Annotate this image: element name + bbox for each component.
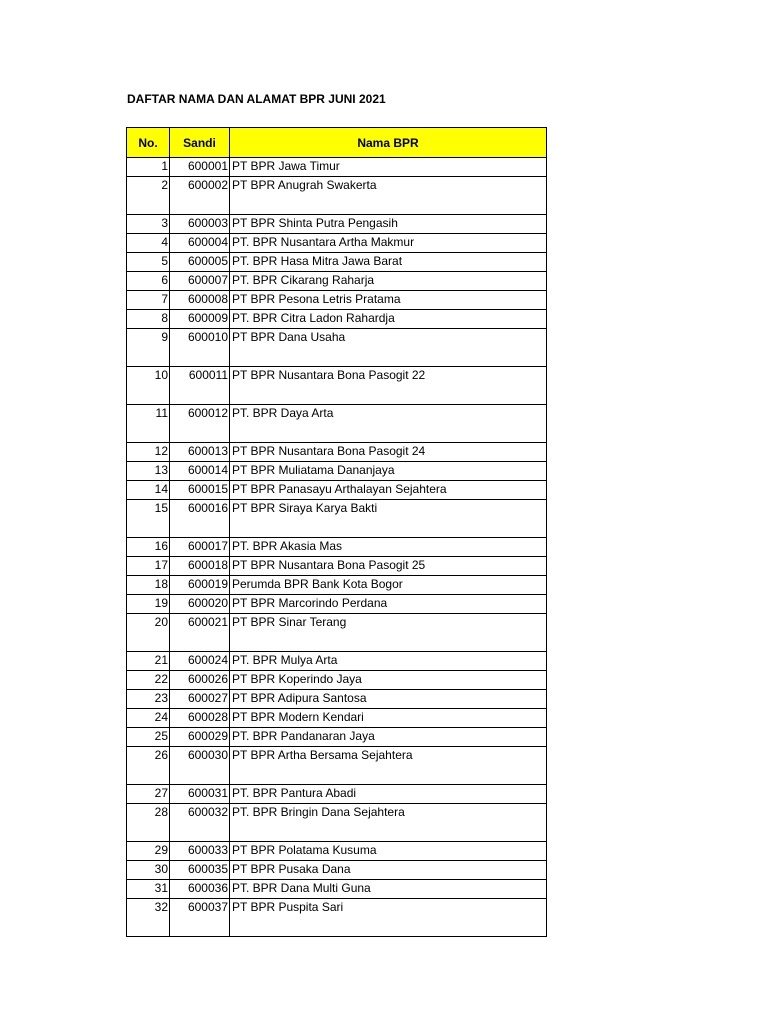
cell-nama-bpr: PT BPR Pusaka Dana — [230, 861, 547, 880]
cell-no: 5 — [127, 253, 170, 272]
cell-sandi: 600007 — [170, 272, 230, 291]
cell-no: 25 — [127, 728, 170, 747]
table-row — [127, 329, 547, 367]
cell-nama-bpr: PT BPR Artha Bersama Sejahtera — [230, 747, 547, 785]
cell-nama-bpr: PT BPR Koperindo Jaya — [230, 671, 547, 690]
cell-nama-bpr: PT BPR Pesona Letris Pratama — [230, 291, 547, 310]
cell-nama-bpr: PT. BPR Dana Multi Guna — [230, 880, 547, 899]
cell-sandi: 600009 — [170, 310, 230, 329]
cell-no: 26 — [127, 747, 170, 785]
table-row — [127, 443, 547, 462]
cell-no: 12 — [127, 443, 170, 462]
table-body — [127, 158, 547, 937]
cell-nama-bpr: PT. BPR Akasia Mas — [230, 538, 547, 557]
table-row — [127, 538, 547, 557]
table-row — [127, 557, 547, 576]
table-row — [127, 747, 547, 785]
cell-no: 20 — [127, 614, 170, 652]
cell-nama-bpr: PT. BPR Nusantara Artha Makmur — [230, 234, 547, 253]
cell-sandi: 600012 — [170, 405, 230, 443]
table-row — [127, 234, 547, 253]
cell-sandi: 600033 — [170, 842, 230, 861]
cell-nama-bpr: Perumda BPR Bank Kota Bogor — [230, 576, 547, 595]
cell-no: 30 — [127, 861, 170, 880]
cell-nama-bpr: PT. BPR Bringin Dana Sejahtera — [230, 804, 547, 842]
cell-no: 10 — [127, 367, 170, 405]
cell-no: 22 — [127, 671, 170, 690]
cell-sandi: 600027 — [170, 690, 230, 709]
cell-nama-bpr: PT. BPR Pandanaran Jaya — [230, 728, 547, 747]
cell-no: 3 — [127, 215, 170, 234]
cell-sandi: 600013 — [170, 443, 230, 462]
cell-sandi: 600035 — [170, 861, 230, 880]
cell-nama-bpr: PT. BPR Cikarang Raharja — [230, 272, 547, 291]
cell-no: 31 — [127, 880, 170, 899]
table-row — [127, 310, 547, 329]
cell-nama-bpr: PT BPR Muliatama Dananjaya — [230, 462, 547, 481]
cell-sandi: 600030 — [170, 747, 230, 785]
cell-nama-bpr: PT. BPR Hasa Mitra Jawa Barat — [230, 253, 547, 272]
cell-no: 7 — [127, 291, 170, 310]
cell-nama-bpr: PT. BPR Citra Ladon Rahardja — [230, 310, 547, 329]
table-row — [127, 462, 547, 481]
cell-sandi: 600005 — [170, 253, 230, 272]
table-row — [127, 367, 547, 405]
cell-no: 23 — [127, 690, 170, 709]
cell-no: 29 — [127, 842, 170, 861]
table-row — [127, 728, 547, 747]
cell-sandi: 600015 — [170, 481, 230, 500]
cell-sandi: 600016 — [170, 500, 230, 538]
table-row — [127, 671, 547, 690]
cell-sandi: 600011 — [170, 367, 230, 405]
cell-nama-bpr: PT BPR Nusantara Bona Pasogit 25 — [230, 557, 547, 576]
table-row — [127, 804, 547, 842]
table-row — [127, 709, 547, 728]
cell-sandi: 600002 — [170, 177, 230, 215]
table-row — [127, 690, 547, 709]
cell-sandi: 600001 — [170, 158, 230, 177]
cell-nama-bpr: PT. BPR Pantura Abadi — [230, 785, 547, 804]
cell-nama-bpr: PT BPR Polatama Kusuma — [230, 842, 547, 861]
table-row — [127, 177, 547, 215]
cell-no: 2 — [127, 177, 170, 215]
cell-no: 9 — [127, 329, 170, 367]
table-row — [127, 861, 547, 880]
cell-sandi: 600018 — [170, 557, 230, 576]
cell-sandi: 600028 — [170, 709, 230, 728]
table-row — [127, 652, 547, 671]
cell-nama-bpr: PT. BPR Daya Arta — [230, 405, 547, 443]
cell-sandi: 600003 — [170, 215, 230, 234]
cell-no: 13 — [127, 462, 170, 481]
cell-sandi: 600017 — [170, 538, 230, 557]
header-sandi: Sandi — [170, 128, 230, 158]
table-row — [127, 405, 547, 443]
cell-nama-bpr: PT BPR Jawa Timur — [230, 158, 547, 177]
cell-sandi: 600019 — [170, 576, 230, 595]
cell-no: 8 — [127, 310, 170, 329]
cell-nama-bpr: PT BPR Siraya Karya Bakti — [230, 500, 547, 538]
table-row — [127, 481, 547, 500]
table-row — [127, 842, 547, 861]
table-row — [127, 899, 547, 937]
cell-sandi: 600026 — [170, 671, 230, 690]
cell-sandi: 600021 — [170, 614, 230, 652]
table-row — [127, 880, 547, 899]
table-row — [127, 291, 547, 310]
cell-nama-bpr: PT BPR Adipura Santosa — [230, 690, 547, 709]
cell-sandi: 600032 — [170, 804, 230, 842]
cell-nama-bpr: PT BPR Nusantara Bona Pasogit 24 — [230, 443, 547, 462]
table-header-row — [127, 128, 547, 158]
cell-nama-bpr: PT BPR Panasayu Arthalayan Sejahtera — [230, 481, 547, 500]
table-row — [127, 595, 547, 614]
cell-sandi: 600004 — [170, 234, 230, 253]
cell-no: 11 — [127, 405, 170, 443]
header-nama-bpr: Nama BPR — [230, 128, 547, 158]
cell-nama-bpr: PT BPR Puspita Sari — [230, 899, 547, 937]
cell-sandi: 600014 — [170, 462, 230, 481]
table-row — [127, 785, 547, 804]
cell-no: 6 — [127, 272, 170, 291]
cell-nama-bpr: PT BPR Nusantara Bona Pasogit 22 — [230, 367, 547, 405]
table-row — [127, 576, 547, 595]
cell-nama-bpr: PT BPR Marcorindo Perdana — [230, 595, 547, 614]
header-no: No. — [127, 128, 170, 158]
cell-no: 21 — [127, 652, 170, 671]
cell-no: 17 — [127, 557, 170, 576]
table-row — [127, 253, 547, 272]
table-row — [127, 215, 547, 234]
cell-sandi: 600024 — [170, 652, 230, 671]
cell-no: 28 — [127, 804, 170, 842]
cell-no: 14 — [127, 481, 170, 500]
cell-nama-bpr: PT. BPR Mulya Arta — [230, 652, 547, 671]
cell-sandi: 600008 — [170, 291, 230, 310]
cell-no: 24 — [127, 709, 170, 728]
cell-sandi: 600037 — [170, 899, 230, 937]
cell-no: 32 — [127, 899, 170, 937]
cell-no: 18 — [127, 576, 170, 595]
cell-sandi: 600036 — [170, 880, 230, 899]
cell-no: 19 — [127, 595, 170, 614]
page-title: DAFTAR NAMA DAN ALAMAT BPR JUNI 2021 — [127, 92, 386, 106]
cell-no: 16 — [127, 538, 170, 557]
cell-no: 4 — [127, 234, 170, 253]
cell-nama-bpr: PT BPR Sinar Terang — [230, 614, 547, 652]
cell-sandi: 600010 — [170, 329, 230, 367]
cell-sandi: 600029 — [170, 728, 230, 747]
cell-sandi: 600031 — [170, 785, 230, 804]
cell-no: 1 — [127, 158, 170, 177]
cell-nama-bpr: PT BPR Modern Kendari — [230, 709, 547, 728]
cell-nama-bpr: PT BPR Shinta Putra Pengasih — [230, 215, 547, 234]
cell-no: 15 — [127, 500, 170, 538]
table-row — [127, 500, 547, 538]
bpr-table — [126, 127, 547, 937]
table-row — [127, 272, 547, 291]
table-row — [127, 158, 547, 177]
table-row — [127, 614, 547, 652]
cell-no: 27 — [127, 785, 170, 804]
cell-nama-bpr: PT BPR Anugrah Swakerta — [230, 177, 547, 215]
cell-sandi: 600020 — [170, 595, 230, 614]
cell-nama-bpr: PT BPR Dana Usaha — [230, 329, 547, 367]
